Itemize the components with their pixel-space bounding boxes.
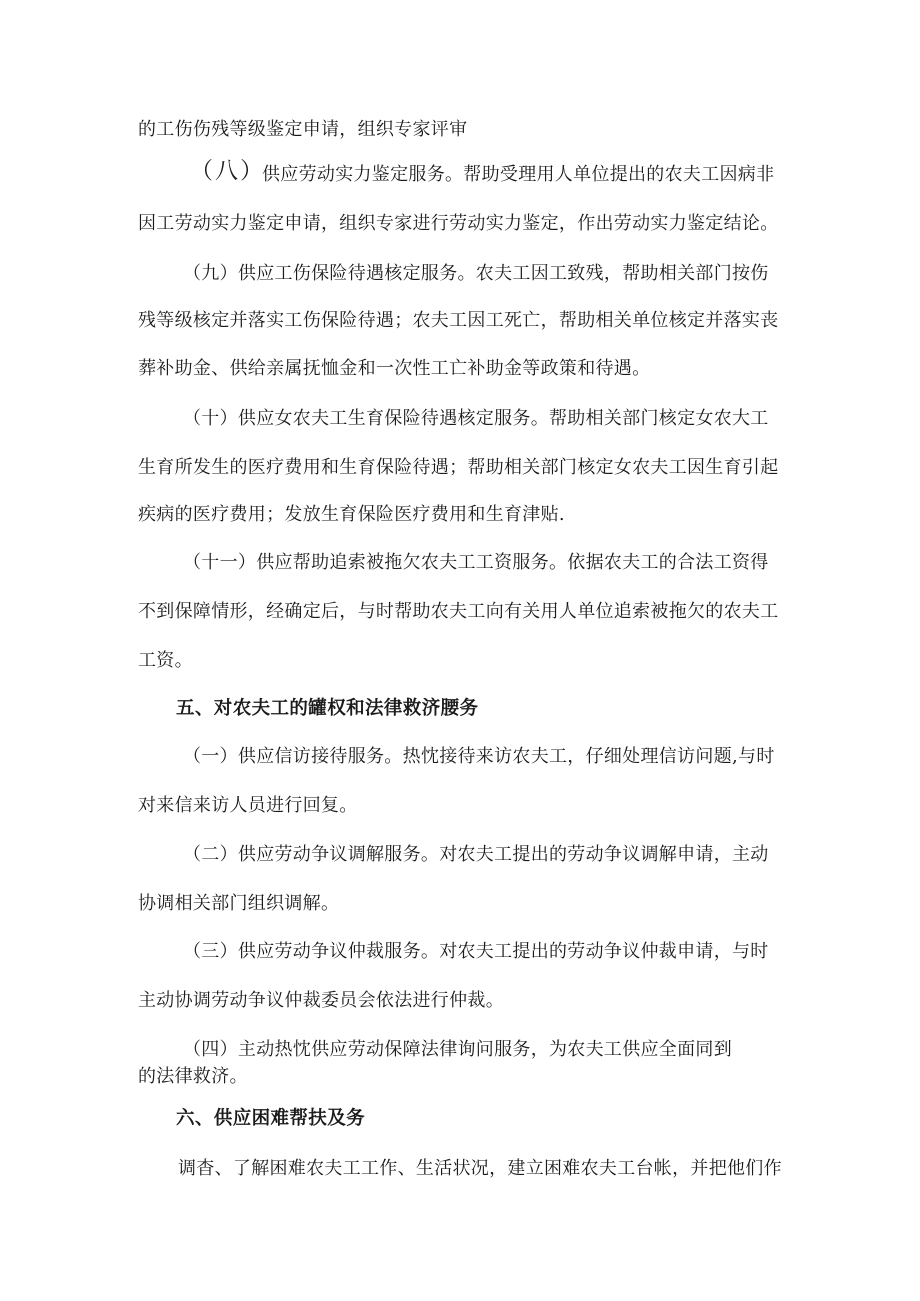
paragraph-line: 的工伤伤残等级鉴定申请，组织专家评审: [138, 119, 468, 140]
paragraph-line: （一）供应信访接待服务。热忱接待来访农夫工，仔细处理信访问题,与时: [183, 746, 775, 767]
paragraph-line: （三）供应劳动争议仲裁服务。对农夫工提出的劳动争议仲裁申请，与时: [183, 941, 769, 962]
paragraph-line: 调杳、了解困难农夫工工作、生活状况，建立困难农夫工台帐，并把他们作: [178, 1158, 782, 1179]
paragraph-line: 因工劳动实力鉴定申请，组织专家进行劳动实力鉴定，作出劳动实力鉴定结论。: [138, 213, 779, 234]
section-heading: 五、对农夫工的罐权和法律救济腰务: [176, 698, 479, 719]
paragraph-line: 工资。: [138, 650, 193, 671]
paragraph-line: 生育所发生的医疗费用和生育保险待遇；帮助相关部门核定女农夫工因生育引起: [138, 457, 779, 478]
paragraph-line: 残等级核定并落实工伤保险待遇；农夫工因工死亡，帮助相关单位核定并落实丧: [138, 310, 779, 331]
paragraph-line: 的法律救济。: [138, 1066, 248, 1087]
item-eight-marker: （八）: [190, 158, 265, 184]
paragraph-line: （十）供应女农夫工生育保险待遇核定服务。帮助相关部门核定女农大工: [183, 408, 769, 429]
paragraph-line: （十一）供应帮助追索被拖欠农夫工工资服务。依据农夫工的合法工资得: [183, 552, 769, 573]
paragraph-line: （九）供应工伤保险待遇核定服务。农夫工因工致残，帮助相关部门按伤: [183, 263, 769, 284]
paragraph-line: 对来信来访人员进行回复。: [138, 795, 358, 816]
paragraph-line: 不到保障情形，经确定后，与时帮助农夫工向有关用人单位追索被拖欠的农夫工: [138, 601, 779, 622]
paragraph-line: （二）供应劳动争议调解服务。对农夫工提出的劳动争议调解申请，主动: [183, 844, 769, 865]
paragraph-line: 葬补助金、供给亲属抚恤金和一次性工亡补助金等政策和待遇。: [138, 358, 651, 379]
paragraph-line: 主动协调劳动争议仲裁委员会依法进行仲裁。: [138, 990, 504, 1011]
paragraph-line: 协调相关部门组织调解。: [138, 893, 340, 914]
section-heading: 六、供应困难帮扶及务: [176, 1108, 366, 1129]
paragraph-line: 供应劳动实力鉴定服务。帮助受理用人单位提出的农夫工因病非: [262, 164, 775, 185]
paragraph-line: （四）主动热忱供应劳动保障法律询问服务，为农夫工供应全面同到: [183, 1039, 732, 1060]
paragraph-line: 疾病的医疗费用；发放生育保险医疗费用和生育津贴.: [138, 504, 565, 525]
